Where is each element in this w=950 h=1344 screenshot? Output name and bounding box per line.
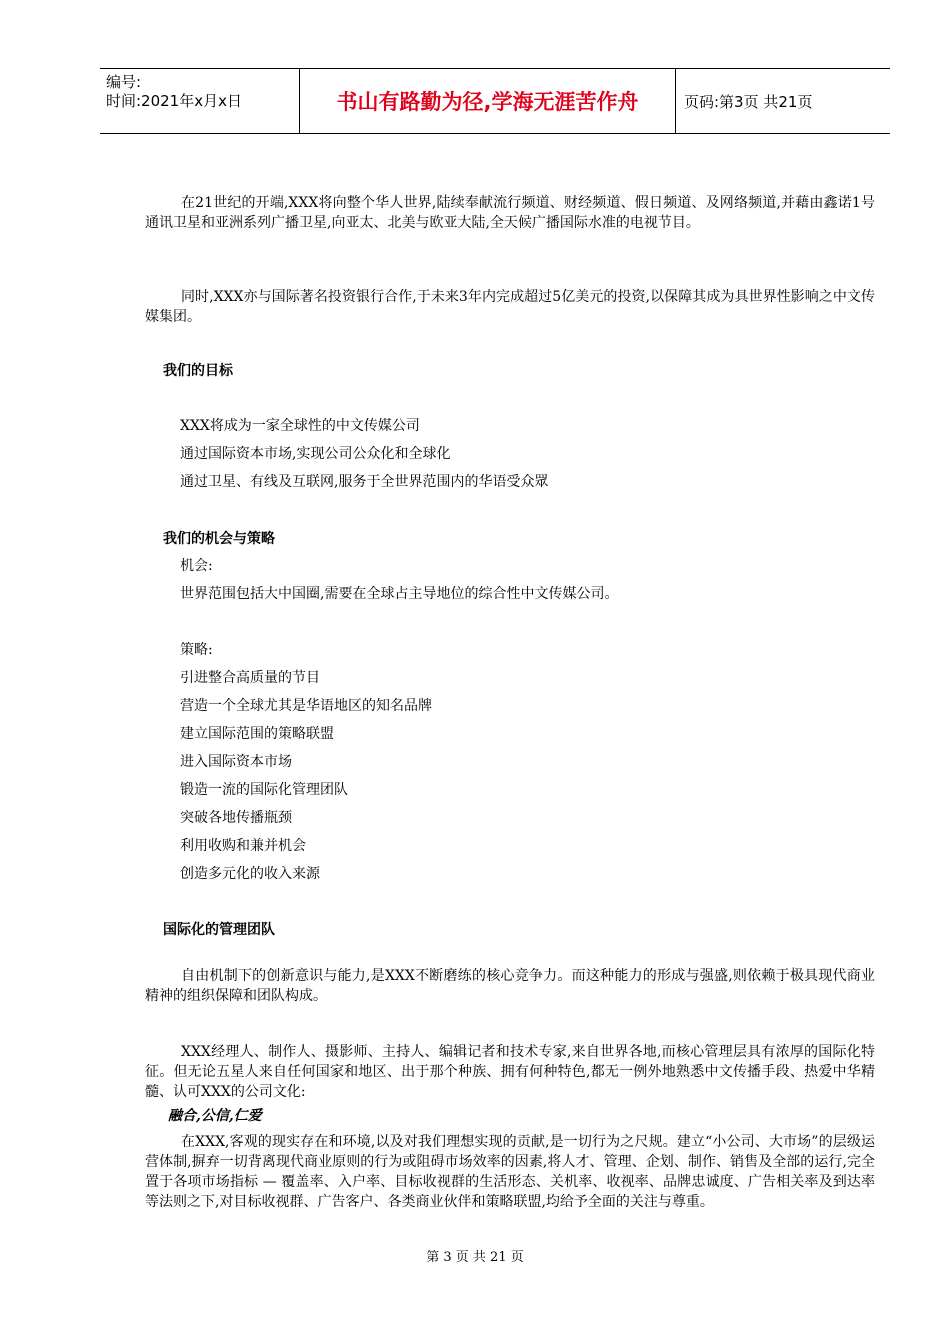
strategy-item: 建立国际范围的策略联盟 — [180, 726, 334, 742]
goal-item: 通过国际资本市场,实现公司公众化和全球化 — [180, 446, 451, 462]
strategy-label: 策略: — [180, 642, 213, 658]
header-motto: 书山有路勤为径,学海无涯苦作舟 — [300, 69, 676, 133]
strategy-item: 营造一个全球尤其是华语地区的知名品牌 — [180, 698, 432, 714]
strategy-item: 利用收购和兼并机会 — [180, 838, 306, 854]
intro-paragraph-1: 在21世纪的开端,XXX将向整个华人世界,陆续奉献流行频道、财经频道、假日频道、及网络频道,并藉由鑫诺1号通讯卫星和亚洲系列广播卫星,向亚太、北美与欧亚大陆,全天候广播国际水准的电视节目。 — [145, 195, 875, 231]
strategy-item: 锻造一流的国际化管理团队 — [180, 782, 348, 798]
strategy-item: 引进整合高质量的节目 — [180, 670, 320, 686]
strategy-item: 突破各地传播瓶颈 — [180, 810, 292, 826]
team-paragraph-3: 在XXX,客观的现实存在和环境,以及对我们理想实现的贡献,是一切行为之尺规。建立“小公司、大市场”的层级运营体制,摒弃一切背离现代商业原则的行为或阻碍市场效率的因素,将人才、管理、企划、制作、销售及全部的运行,完全置于各项市场指标 — 覆盖率、入户率、目标收视群的生活形态、关机率、收视率、品牌忠诚度、广告相关率及到达率等法则之下,对目标收视群、广告客户、各类商业伙伴和策略联盟,均给予全面的关注与尊重。 — [145, 1134, 875, 1210]
page-footer: 第 3 页 共 21 页 — [426, 1250, 524, 1265]
goal-item: 通过卫星、有线及互联网,服务于全世界范围内的华语受众眾 — [180, 474, 549, 490]
goal-item: XXX将成为一家全球性的中文传媒公司 — [180, 418, 420, 434]
team-subheading: 融合,公信,仁爱 — [168, 1108, 262, 1124]
strategy-heading: 我们的机会与策略 — [163, 531, 275, 547]
team-paragraph-1: 自由机制下的创新意识与能力,是XXX不断磨练的核心竞争力。而这种能力的形成与强盛,则依赖于极具现代商业精神的组织保障和团队构成。 — [145, 968, 875, 1004]
strategy-item: 创造多元化的收入来源 — [180, 866, 320, 882]
page-header — [100, 68, 890, 134]
header-time-label: 时间:2021年x月x日 — [106, 92, 242, 110]
header-page-info: 页码:第3页 共21页 — [684, 92, 813, 111]
goals-heading: 我们的目标 — [163, 363, 233, 379]
header-meta — [100, 69, 300, 133]
intro-paragraph-2: 同时,XXX亦与国际著名投资银行合作,于未来3年内完成超过5亿美元的投资,以保障其成为具世界性影响之中文传媒集团。 — [145, 289, 875, 325]
team-paragraph-2: XXX经理人、制作人、摄影师、主持人、编辑记者和技术专家,来自世界各地,而核心管理层具有浓厚的国际化特征。但无论五星人来自任何国家和地区、出于那个种族、拥有何种特色,都无一例外地熟悉中文传播手段、热爱中华精髓、认可XXX的公司文化: — [145, 1044, 875, 1100]
header-number-label: 编号: — [106, 73, 142, 91]
opportunity-text: 世界范围包括大中国圈,需要在全球占主导地位的综合性中文传媒公司。 — [180, 586, 619, 602]
opportunity-label: 机会: — [180, 558, 213, 574]
strategy-item: 进入国际资本市场 — [180, 754, 292, 770]
team-heading: 国际化的管理团队 — [163, 922, 275, 938]
